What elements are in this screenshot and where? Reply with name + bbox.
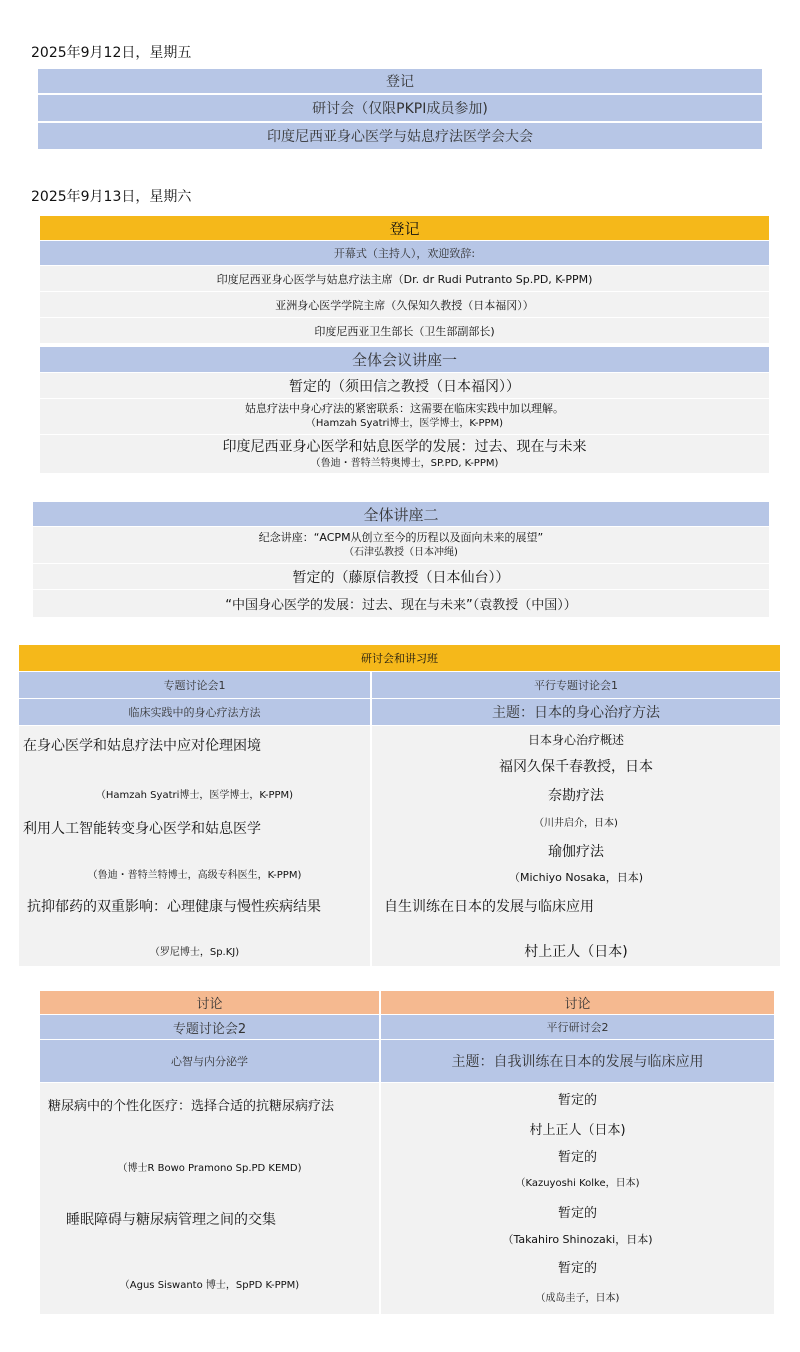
- parallel1-item-8: 村上正人（日本): [524, 944, 628, 960]
- plenary2-talk1-speaker: （石津弘教授（日本冲绳): [344, 546, 458, 558]
- parallel1-header: 平行专题讨论会1: [372, 672, 780, 698]
- plenary2-talk3: “中国身心医学的发展：过去、现在与未来”（袁教授（中国））: [33, 590, 769, 617]
- discussion-right-label: 讨论: [381, 991, 774, 1014]
- symposium1-talk2: 利用人工智能转变身心医学和姑息医学: [23, 821, 261, 837]
- parallel1-item-2: 福冈久保千春教授，日本: [499, 759, 653, 775]
- day1-registration: 登记: [38, 69, 762, 93]
- parallel1-item-1: 日本身心治疗概述: [527, 732, 624, 747]
- parallel1-item-5: 瑜伽疗法: [548, 844, 604, 860]
- workshop-title: 研讨会和讲习班: [19, 645, 780, 671]
- parallel2-theme: 主题：自我训练在日本的发展与临床应用: [381, 1040, 774, 1082]
- plenary1-talk2-block: [40, 399, 769, 434]
- plenary1-talk3-block: [40, 435, 769, 473]
- parallel2-item-7: 暂定的: [557, 1260, 597, 1276]
- symposium1-talk1: 在身心医学和姑息疗法中应对伦理困境: [23, 738, 261, 754]
- parallel2-item-8: （成岛圭子，日本): [535, 1292, 620, 1304]
- plenary1-talk2-speaker: （Hamzah Syatri博士，医学博士，K-PPM): [305, 418, 504, 430]
- symposium1-talk1-speaker: （Hamzah Syatri博士，医学博士，K-PPM): [95, 789, 294, 801]
- symposium1-header: 专题讨论会1: [19, 672, 370, 698]
- symposium2-talk1: 糖尿病中的个性化医疗：选择合适的抗糖尿病疗法: [48, 1098, 335, 1114]
- day1-congress: 印度尼西亚身心医学与姑息疗法医学会大会: [38, 123, 762, 149]
- discussion-left-label: 讨论: [40, 991, 379, 1014]
- parallel1-item-3: 奈勘疗法: [548, 788, 604, 804]
- symposium2-theme: 心智与内分泌学: [40, 1040, 379, 1082]
- parallel2-item-6: （Takahiro Shinozaki，日本): [502, 1233, 653, 1246]
- plenary1-talk2: 姑息疗法中身心疗法的紧密联系：这需要在临床实践中加以理解。: [245, 402, 564, 416]
- symposium1-body: [19, 726, 370, 966]
- symposium1-talk3-speaker: （罗尼博士，Sp.KJ): [149, 946, 240, 958]
- plenary1-title: 全体会议讲座一: [40, 347, 769, 372]
- plenary2-talk1: 纪念讲座：“ACPM从创立至今的历程以及面向未来的展望”: [258, 530, 544, 544]
- parallel1-item-7: 自生训练在日本的发展与临床应用: [384, 899, 594, 915]
- plenary1-talk3: 印度尼西亚身心医学和姑息医学的发展：过去、现在与未来: [222, 438, 587, 455]
- plenary2-talk2: 暂定的（藤原信教授（日本仙台））: [33, 564, 769, 589]
- plenary2-title: 全体讲座二: [33, 502, 769, 526]
- parallel1-item-6: （Michiyo Nosaka，日本): [509, 871, 643, 884]
- parallel1-item-4: （川井启介，日本): [534, 817, 618, 829]
- opening-item-1: 印度尼西亚身心医学与姑息疗法主席（Dr. dr Rudi Putranto Sp.PD, K-PPM): [40, 266, 769, 291]
- opening-item-2: 亚洲身心医学学院主席（久保知久教授（日本福冈））: [40, 292, 769, 317]
- symposium2-talk2: 睡眠障碍与糖尿病管理之间的交集: [66, 1212, 276, 1228]
- parallel1-theme: 主题：日本的身心治疗方法: [372, 699, 780, 725]
- day2-registration: 登记: [40, 216, 769, 240]
- opening-ceremony: 开幕式（主持人），欢迎致辞:: [40, 241, 769, 265]
- symposium1-theme: 临床实践中的身心疗法方法: [19, 699, 370, 725]
- day1-seminar: 研讨会（仅限PKPI成员参加): [38, 95, 762, 121]
- plenary1-talk3-speaker: （鲁迪・普特兰特奥博士，SP.PD, K-PPM): [310, 457, 499, 469]
- opening-item-3: 印度尼西亚卫生部长（卫生部副部长): [40, 318, 769, 343]
- symposium1-talk2-speaker: （鲁迪・普特兰特博士，高级专科医生，K-PPM): [87, 869, 302, 881]
- day2-date: 2025年9月13日，星期六: [31, 189, 192, 205]
- parallel2-item-1: 暂定的: [557, 1092, 597, 1108]
- parallel2-item-3: 暂定的: [557, 1149, 597, 1165]
- symposium2-header: 专题讨论会2: [40, 1015, 379, 1039]
- day1-date: 2025年9月12日，星期五: [31, 45, 192, 61]
- parallel2-header: 平行研讨会2: [381, 1015, 774, 1039]
- symposium1-talk3: 抗抑郁药的双重影响：心理健康与慢性疾病结果: [27, 899, 321, 915]
- plenary2-talk1-block: [33, 527, 769, 563]
- symposium2-talk2-speaker: （Agus Siswanto 博士，SpPD K-PPM): [119, 1279, 300, 1291]
- parallel2-item-5: 暂定的: [557, 1205, 597, 1221]
- parallel2-item-2: 村上正人（日本): [529, 1122, 626, 1138]
- parallel2-item-4: （Kazuyoshi Kolke，日本): [515, 1177, 640, 1189]
- symposium2-talk1-speaker: （博士R Bowo Pramono Sp.PD KEMD): [117, 1162, 302, 1174]
- plenary1-talk1: 暂定的（须田信之教授（日本福冈））: [40, 373, 769, 398]
